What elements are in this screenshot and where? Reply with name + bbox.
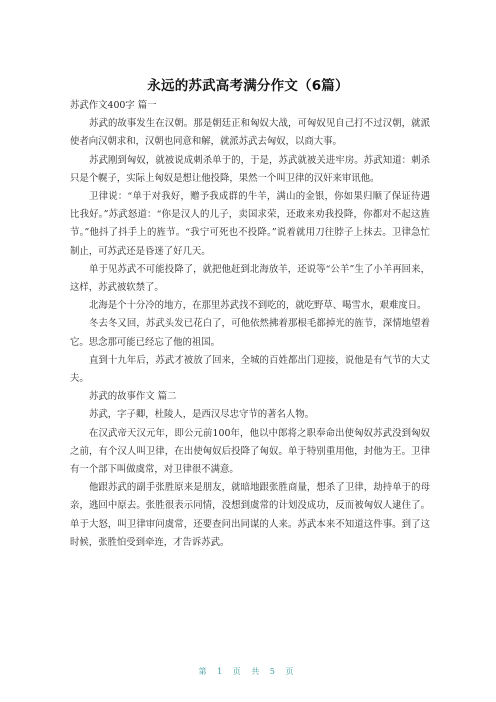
paragraph: 苏武刚到匈奴，就被说成刺杀单于的，于是，苏武就被关进牢房。苏武知道：刺杀只是个幌子，实际上匈奴是想让他投降，果然一个叫卫律的汉奸来审讯他。: [70, 154, 430, 184]
paragraph: 苏武，字子卿，杜陵人，是西汉尽忠守节的著名人物。: [89, 409, 315, 421]
paragraph: 卫律说：“单于对我好，赠予我成群的牛羊，满山的金银，你如果归顺了保证待遇比我好。”苏武怒道：“你是汉人的儿子，卖国求荣，还敢来劝我投降，你都对不起这旌节。”他抖了抖手上的旌节。“我宁可死也不投降。”说着就用刀往脖子上抹去。卫律急忙制止，可苏武还是昏迷了好几天。: [70, 191, 430, 257]
document-title: 永远的苏武高考满分作文（6篇）: [147, 78, 349, 94]
paragraph: 他跟苏武的副手张胜原来是朋友，就暗地跟张胜商量，想杀了卫律，劫持单于的母亲，逃回中原去。张胜很表示同情，没想到虞常的计划没成功，反而被匈奴人逮住了。单于大怒，叫卫律审问虞常，还要查问出同谋的人来。苏武本来不知道这件事。到了这时候，张胜怕受到牵连，才告诉苏武。: [70, 482, 430, 548]
paragraph: 北海是个十分冷的地方，在那里苏武找不到吃的，就吃野草、喝雪水，艰难度日。: [89, 300, 427, 312]
paragraph: 苏武的故事发生在汉朝。那是朝廷正和匈奴大战，可匈奴见自己打不过汉朝，就派使者向汉朝求和，汉朝也同意和解，就派苏武去匈奴，以商大事。: [70, 118, 430, 148]
paragraph: 直到十九年后，苏武才被放了回来，全城的百姓都出门迎接，说他是有气节的大丈夫。: [70, 354, 430, 385]
paragraph: 单于见苏武不可能投降了，就把他赶到北海放羊，还说等“公羊”生了小羊再回来，这样，苏武被软禁了。: [70, 263, 430, 294]
page-number-footer: 第 1 页 共 5 页: [198, 667, 298, 676]
paragraph: 在汉武帝天汉元年，即公元前100年，他以中郎将之职奉命出使匈奴苏武没到匈奴之前，有个汉人叫卫律，在出使匈奴后投降了匈奴。单于特别重用他，封他为王。卫律有一个部下叫做虞常，对卫律很不满意。: [70, 427, 430, 476]
document-body: [70, 97, 430, 552]
paragraph: 冬去冬又回，苏武头发已花白了，可他依然拂着那根毛都掉光的旌节，深情地望着它。思念那可能已经忘了他的祖国。: [70, 318, 430, 348]
section-heading: 苏武作文400字 篇一: [70, 100, 157, 111]
paragraph: 苏武的故事作文 篇二: [89, 391, 177, 403]
